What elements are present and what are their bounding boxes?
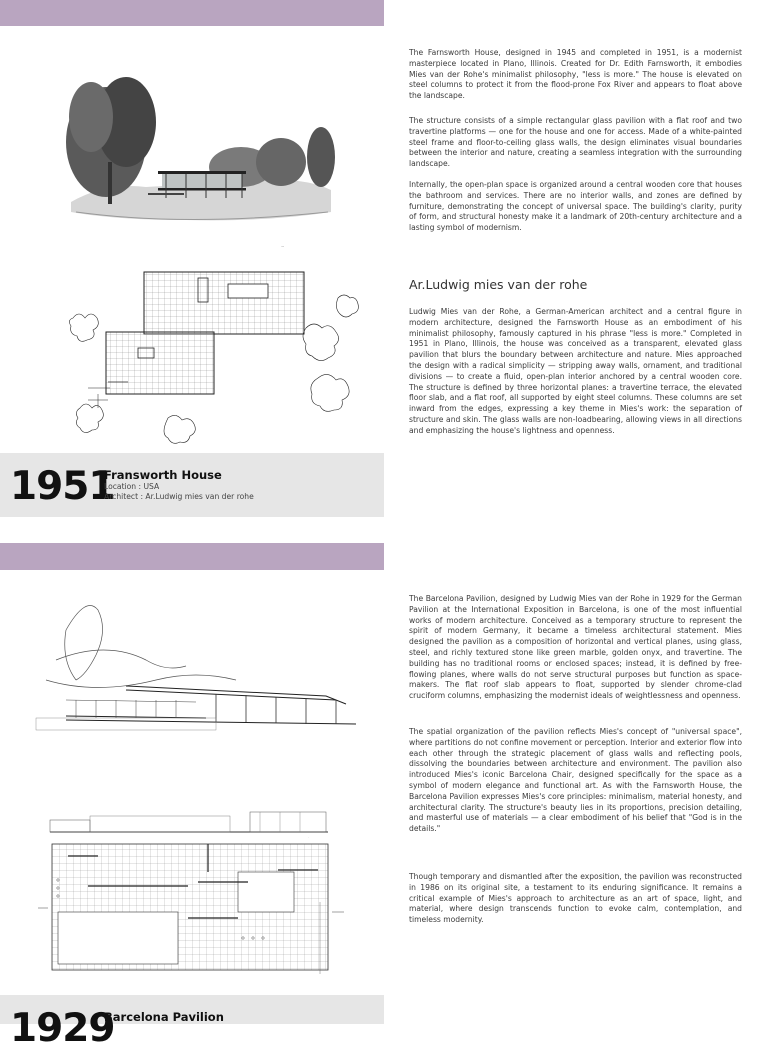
section2-intro-paragraph: The Barcelona Pavilion, designed by Ludwig Mies van der Rohe in 1929 for the German Pavilion at the International Exposition in Barcelona, is one of the most influential works of modern architecture. Conceived as a temporary structure to represent the spirit of modern Germany, it became a timeless architectural statement. Mies designed the pavilion as a composition of horizontal and vertical planes, using glass, steel, and richly textured stone like green marble, golden onyx, and travertine. The building has no traditional rooms or enclosed spaces; instead, it is defined by free-flowing planes, where walls do not serve structural purposes but function as space-makers. The flat roof slab appears to float, supported by slender chrome-clad cruciform columns, emphasizing the modernist ideals of weightlessness and openness. (409, 594, 742, 701)
farnsworth-rendering-image (66, 62, 336, 254)
section2-accent-band (0, 543, 384, 570)
section2-spatial-paragraph: The spatial organization of the pavilion reflects Mies's concept of "universal space", where partitions do not confine movement or perception. Interior and exterior flow into each other through the strategic placement of glass walls and reflecting pools, dissolving the boundaries between architecture and environment. The pavilion also introduced Mies's iconic Barcelona Chair, designed specifically for the space as a symbol of modern elegance and functional art. As with the Farnsworth House, the Barcelona Pavilion expresses Mies's core principles: minimalism, material honesty, and architectural clarity. The structure's beauty lies in its proportions, precision detailing, and masterful use of materials — a clear embodiment of his belief that "God is in the details." (409, 727, 742, 834)
barcelona-year: 1929 (10, 1006, 115, 1051)
svg-text:~: ~ (281, 244, 285, 249)
section1-accent-band (0, 0, 384, 26)
architect-paragraph: Ludwig Mies van der Rohe, a German-American architect and a central figure in modern architecture, designed the Farnsworth House as an embodiment of his minimalist philosophy, famously captured in his phrase "less is more." Completed in 1951 in Plano, Illinois, the house was conceived as a transparent, elevated glass pavilion that blurs the boundary between architecture and nature. Mies approached the design with a radical simplicity — stripping away walls, ornament, and traditional divisions — to create a fluid, open-plan interior anchored by a central wooden core. The structure is defined by three horizontal planes: a travertine terrace, the elevated floor slab, and a flat roof, all supported by eight steel columns. These columns are set inward from the edges, expressing a key theme in Mies's work: the separation of structure and skin. The glass walls are non-loadbearing, allowing views in all directions and emphasizing the house's lightness and openness. (409, 307, 742, 435)
barcelona-title-panel (0, 995, 384, 1051)
farnsworth-title-panel (0, 453, 384, 517)
farnsworth-location: Location : USA (104, 482, 160, 491)
svg-text:·: · (308, 835, 309, 839)
barcelona-title: Barcelona Pavilion (104, 1010, 224, 1024)
farnsworth-plan-drawing (68, 268, 368, 454)
farnsworth-architect: Architect : Ar.Ludwig mies van der rohe (104, 492, 254, 501)
barcelona-perspective-sketch (36, 600, 366, 760)
section1-structure-paragraph: The structure consists of a simple rectangular glass pavilion with a flat roof and two travertine platforms — one for the house and one for access. Made of a white-painted steel frame and floor-to-ceiling glass walls, the design eliminates visual boundaries between the interior and nature, creating a seamless integration with the surrounding landscape. (409, 116, 742, 169)
section1-interior-paragraph: Internally, the open-plan space is organized around a central wooden core that houses the bathroom and services. There are no interior walls, and zones are defined by furniture, demonstrating the concept of universal space. The building's clarity, purity of form, and structural honesty make it a landmark of 20th-century architecture and a lasting symbol of modernism. (409, 180, 742, 233)
farnsworth-title: Fransworth House (104, 468, 222, 482)
barcelona-plan-drawing (38, 842, 350, 976)
section1-intro-paragraph: The Farnsworth House, designed in 1945 and completed in 1951, is a modernist masterpiece located in Plano, Illinois. Created for Dr. Edith Farnsworth, it embodies Mies van der Rohe's minimalist philosophy, "less is more." The house is elevated on steel columns to protect it from the flood-prone Fox River and appears to float above the landscape. (409, 48, 742, 101)
barcelona-elevation-drawing (50, 806, 330, 840)
architect-heading: Ar.Ludwig mies van der rohe (409, 277, 588, 292)
section2-reconstruction-paragraph: Though temporary and dismantled after the exposition, the pavilion was reconstructed in 1986 on its original site, a testament to its enduring significance. It remains a critical example of Mies's approach to architecture as an art of space, light, and material, where design transcends function to evoke calm, contemplation, and timeless modernity. (409, 872, 742, 925)
farnsworth-year: 1951 (10, 464, 115, 509)
